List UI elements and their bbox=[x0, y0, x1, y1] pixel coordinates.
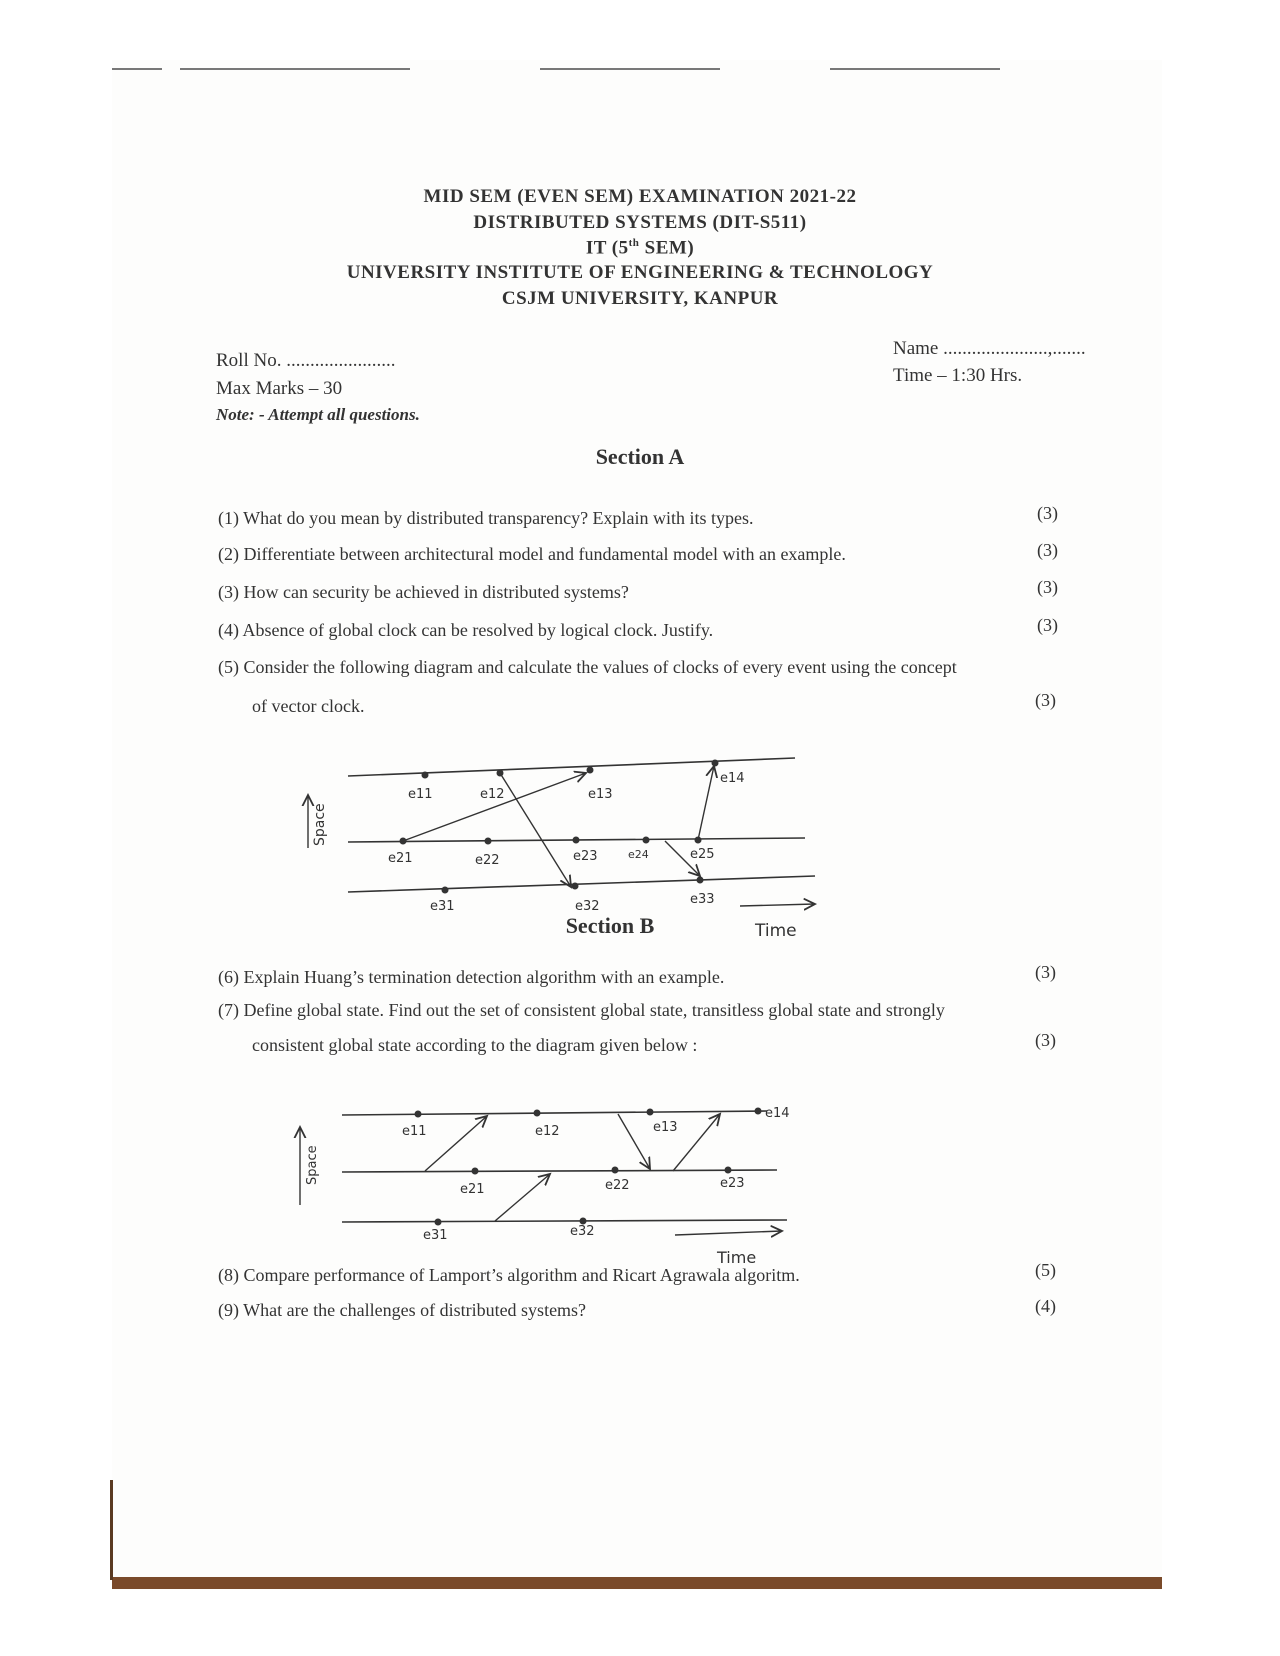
question-4: (4) Absence of global clock can be resolved by logical clock. Justify. bbox=[218, 620, 714, 640]
question-3-marks: (3) bbox=[1037, 577, 1058, 597]
paper-bottom-edge bbox=[112, 1577, 1162, 1589]
question-8: (8) Compare performance of Lamport’s algorithm and Ricart Agrawala algoritm. bbox=[218, 1265, 800, 1285]
top-rule bbox=[830, 68, 1000, 70]
question-4-marks: (3) bbox=[1037, 615, 1058, 635]
process-3-line bbox=[342, 1220, 787, 1222]
institute-name: UNIVERSITY INSTITUTE OF ENGINEERING & TECHNOLOGY bbox=[346, 262, 934, 283]
event-label: e14 bbox=[765, 1106, 790, 1121]
event-label: e11 bbox=[408, 787, 433, 802]
question-5-cont: of vector clock. bbox=[252, 696, 365, 716]
space-axis-label: Space bbox=[305, 1145, 320, 1185]
event-label: e14 bbox=[720, 771, 745, 786]
message-e21-e13 bbox=[403, 773, 586, 841]
space-axis-label: Space bbox=[312, 803, 328, 846]
max-marks: Max Marks – 30 bbox=[216, 378, 343, 399]
event-dot bbox=[415, 1111, 422, 1118]
event-dot bbox=[755, 1108, 762, 1115]
question-3: (3) How can security be achieved in distributed systems? bbox=[218, 582, 629, 602]
question-6: (6) Explain Huang’s termination detection algorithm with an example. bbox=[218, 967, 725, 987]
top-rule bbox=[112, 68, 162, 70]
semester-line bbox=[0, 237, 1280, 259]
event-dot bbox=[400, 838, 407, 845]
semester-sup: th bbox=[628, 237, 640, 249]
event-dot bbox=[435, 1219, 442, 1226]
event-dot bbox=[725, 1167, 732, 1174]
question-2: (2) Differentiate between architectural model and fundamental model with an example. bbox=[218, 544, 846, 564]
roll-no: Roll No. ....................... bbox=[216, 350, 396, 371]
semester-suffix: SEM) bbox=[639, 237, 695, 259]
message bbox=[673, 1114, 720, 1171]
event-dot bbox=[534, 1110, 541, 1117]
event-label: e13 bbox=[653, 1120, 678, 1135]
question-8-marks: (5) bbox=[1035, 1260, 1056, 1280]
question-7-marks: (3) bbox=[1035, 1030, 1056, 1050]
question-7-cont: consistent global state according to the diagram given below : bbox=[252, 1035, 698, 1055]
event-dot bbox=[587, 767, 594, 774]
note: Note: - Attempt all questions. bbox=[216, 405, 420, 424]
time-axis-label: Time bbox=[755, 921, 797, 940]
question-5: (5) Consider the following diagram and calculate the values of clocks of every event using the concept bbox=[218, 657, 957, 677]
event-dot bbox=[612, 1167, 619, 1174]
event-label: e22 bbox=[475, 853, 500, 868]
message bbox=[425, 1116, 487, 1171]
message-e12-e32 bbox=[500, 773, 571, 887]
event-dot bbox=[643, 837, 650, 844]
event-label: e13 bbox=[588, 787, 613, 802]
time-allowed: Time – 1:30 Hrs. bbox=[893, 365, 1023, 386]
message bbox=[495, 1174, 550, 1221]
event-label: e24 bbox=[628, 848, 649, 861]
section-b-heading: Section B bbox=[565, 913, 655, 938]
event-dot bbox=[472, 1168, 479, 1175]
question-7: (7) Define global state. Find out the set of consistent global state, transitless global state and strongly bbox=[218, 1000, 945, 1020]
event-dot bbox=[647, 1109, 654, 1116]
event-dot bbox=[712, 760, 719, 767]
time-axis-label: Time bbox=[717, 1248, 757, 1267]
event-label: e21 bbox=[388, 851, 413, 866]
event-dot bbox=[442, 887, 449, 894]
event-label: e32 bbox=[570, 1224, 595, 1239]
question-2-marks: (3) bbox=[1037, 540, 1058, 560]
semester-prefix: IT (5 bbox=[585, 237, 629, 259]
event-label: e32 bbox=[575, 899, 600, 914]
question-1: (1) What do you mean by distributed transparency? Explain with its types. bbox=[218, 508, 754, 528]
event-dot bbox=[497, 770, 504, 777]
process-1-line bbox=[342, 1111, 767, 1115]
event-dot bbox=[697, 877, 704, 884]
event-label: e23 bbox=[573, 849, 598, 864]
event-label: e21 bbox=[460, 1182, 485, 1197]
top-rule bbox=[180, 68, 410, 70]
paper-left-edge bbox=[110, 1480, 113, 1580]
question-1-marks: (3) bbox=[1037, 503, 1058, 523]
question-6-marks: (3) bbox=[1035, 962, 1056, 982]
exam-title: MID SEM (EVEN SEM) EXAMINATION 2021-22 bbox=[423, 186, 857, 207]
vector-clock-diagram bbox=[290, 740, 830, 940]
event-label: e22 bbox=[605, 1178, 630, 1193]
course-title: DISTRIBUTED SYSTEMS (DIT-S511) bbox=[473, 212, 807, 233]
event-dot bbox=[572, 883, 579, 890]
question-5-marks: (3) bbox=[1035, 690, 1056, 710]
event-label: e25 bbox=[690, 847, 715, 862]
event-label: e33 bbox=[690, 892, 715, 907]
time-axis-arrow bbox=[675, 1231, 782, 1235]
name-field: Name ......................,....... bbox=[893, 338, 1086, 359]
event-dot bbox=[422, 772, 429, 779]
event-label: e31 bbox=[430, 899, 455, 914]
event-label: e23 bbox=[720, 1176, 745, 1191]
event-label: e12 bbox=[480, 787, 505, 802]
message-e25-e14 bbox=[698, 766, 714, 840]
event-label: e31 bbox=[423, 1228, 448, 1243]
question-9-marks: (4) bbox=[1035, 1296, 1056, 1316]
event-label: e12 bbox=[535, 1124, 560, 1139]
global-state-diagram bbox=[280, 1085, 800, 1270]
event-dot bbox=[485, 838, 492, 845]
time-axis-arrow bbox=[740, 904, 815, 906]
event-label: e11 bbox=[402, 1124, 427, 1139]
section-a-heading: Section A bbox=[595, 444, 685, 469]
event-dot bbox=[573, 837, 580, 844]
message bbox=[618, 1114, 650, 1169]
event-dot bbox=[695, 837, 702, 844]
process-2-line bbox=[342, 1170, 777, 1172]
process-3-line bbox=[348, 876, 815, 892]
university-name: CSJM UNIVERSITY, KANPUR bbox=[501, 288, 779, 309]
top-rule bbox=[540, 68, 720, 70]
question-9: (9) What are the challenges of distributed systems? bbox=[218, 1300, 587, 1320]
